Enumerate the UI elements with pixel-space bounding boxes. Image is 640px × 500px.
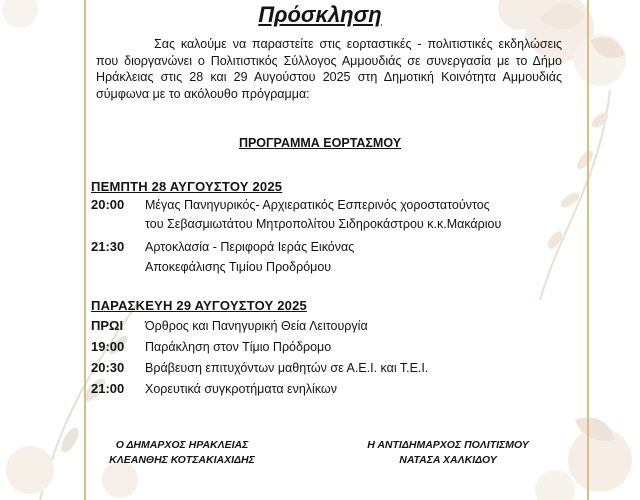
mayor-name: ΚΛΕΑΝΘΗΣ ΚΟΤΣΑΚΙΑΧΙΔΗΣ [109,454,255,466]
event-time: 20:00 [91,197,125,212]
day2-event-4 [91,380,337,398]
program-heading: ΠΡΟΓΡΑΜΜΑ ΕΟΡΤΑΣΜΟΥ [238,136,402,150]
event-time: 19:00 [91,339,125,354]
day1-event-1-continued: του Σεβασμιωτάτου Μητροπολίτου Σιδηροκάστρου κ.κ.Μακάριου [145,217,502,231]
event-time: 21:30 [91,239,125,254]
event-time: ΠΡΩΙ [91,318,124,333]
day2-event-3 [91,359,428,377]
deputy-mayor-title: Η ΑΝΤΙΔΗΜΑΡΧΟΣ ΠΟΛΙΤΙΣΜΟΥ [367,439,529,451]
signature-deputy-mayor [318,438,578,468]
day2-event-2 [91,338,331,356]
event-description: Βράβευση επιτυχόντων μαθητών σε Α.Ε.Ι. και Τ.Ε.Ι. [145,361,429,375]
day1-event-2 [91,238,354,256]
event-description: Παράκληση στον Τίμιο Πρόδρομο [145,340,332,354]
signature-mayor [52,438,312,468]
invitation-title: Πρόσκληση [258,2,382,27]
day2-event-1 [91,317,368,335]
event-description: Χορευτικά συγκροτήματα ενηλίκων [145,382,337,396]
event-description: Μέγας Πανηγυρικός- Αρχιερατικός Εσπερινός χοροστατούντος [145,198,490,212]
day1-heading: ΠΕΜΠΤΗ 28 ΑΥΓΟΥΣΤΟΥ 2025 [91,179,283,194]
event-description: Αρτοκλασία - Περιφορά Ιεράς Εικόνας [145,240,355,254]
invitation-intro: Σας καλούμε να παραστείτε στις εορταστικές - πολιτιστικές εκδηλώσεις που διοργανώνει ο Πολιτιστικός Σύλλογος Αμμουδιάς σε συνεργασία με το Δήμο Ηράκλειας στις 28 και 29 Αυγούστου 2025 στη Δημοτική Κοινότητα Αμμουδιάς σύμφωνα με το ακόλουθο πρόγραμμα: [96,37,562,101]
event-time: 21:00 [91,381,125,396]
event-time: 20:30 [91,360,125,375]
deputy-mayor-name: ΝΑΤΑΣΑ ΧΑΛΚΙΔΟΥ [399,454,497,466]
day2-heading: ΠΑΡΑΣΚΕΥΗ 29 ΑΥΓΟΥΣΤΟΥ 2025 [91,298,307,313]
event-description: Όρθρος και Πανηγυρική Θεία Λειτουργία [145,319,368,333]
day1-event-2-continued: Αποκεφάλισης Τιμίου Προδρόμου [145,260,332,274]
day1-event-1 [91,196,490,214]
mayor-title: Ο ΔΗΜΑΡΧΟΣ ΗΡΑΚΛΕΙΑΣ [115,439,249,451]
